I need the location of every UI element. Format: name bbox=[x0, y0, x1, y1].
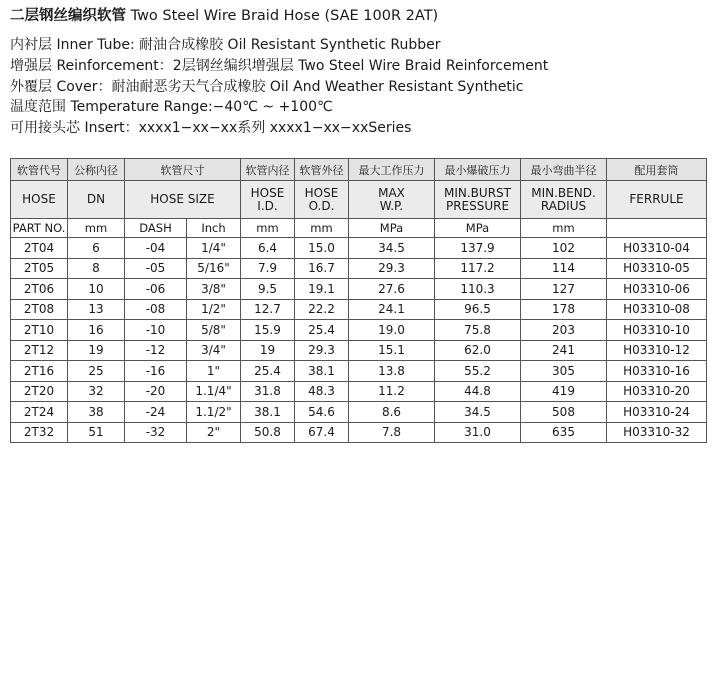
table-body bbox=[11, 238, 707, 443]
header-cn-size: 软管尺寸 bbox=[125, 159, 241, 181]
header-en-wp: MAX W.P. bbox=[349, 181, 435, 219]
cell-dash: -04 bbox=[125, 238, 187, 259]
cell-id: 25.4 bbox=[241, 361, 295, 382]
spec-list bbox=[10, 35, 548, 139]
cell-bend: 305 bbox=[521, 361, 607, 382]
cell-wp: 27.6 bbox=[349, 279, 435, 300]
table-row bbox=[11, 279, 707, 300]
cell-burst: 137.9 bbox=[435, 238, 521, 259]
cell-wp: 15.1 bbox=[349, 340, 435, 361]
cell-bend: 102 bbox=[521, 238, 607, 259]
header-en-burst: MIN.BURST PRESSURE bbox=[435, 181, 521, 219]
cell-id: 50.8 bbox=[241, 422, 295, 443]
header-cn-nominal: 公称内径 bbox=[68, 159, 125, 181]
cell-wp: 34.5 bbox=[349, 238, 435, 259]
cell-bend: 178 bbox=[521, 299, 607, 320]
cell-inch: 1/2" bbox=[187, 299, 241, 320]
cell-od: 19.1 bbox=[295, 279, 349, 300]
cell-dn: 13 bbox=[68, 299, 125, 320]
unit-dash: DASH bbox=[125, 219, 187, 238]
cell-id: 15.9 bbox=[241, 320, 295, 341]
header-en-size: HOSE SIZE bbox=[125, 181, 241, 219]
cell-inch: 1.1/4" bbox=[187, 381, 241, 402]
cell-burst: 31.0 bbox=[435, 422, 521, 443]
header-cn-od: 软管外径 bbox=[295, 159, 349, 181]
cell-inch: 1.1/2" bbox=[187, 402, 241, 423]
cell-dash: -24 bbox=[125, 402, 187, 423]
cell-ferrule: H03310-20 bbox=[607, 381, 707, 402]
cell-inch: 1/4" bbox=[187, 238, 241, 259]
cell-part: 2T10 bbox=[11, 320, 68, 341]
cell-dn: 51 bbox=[68, 422, 125, 443]
cell-id: 6.4 bbox=[241, 238, 295, 259]
cell-part: 2T20 bbox=[11, 381, 68, 402]
header-cn-burst: 最小爆破压力 bbox=[435, 159, 521, 181]
cell-burst: 75.8 bbox=[435, 320, 521, 341]
cell-burst: 34.5 bbox=[435, 402, 521, 423]
unit-burst-mpa: MPa bbox=[435, 219, 521, 238]
table-row bbox=[11, 340, 707, 361]
cell-od: 25.4 bbox=[295, 320, 349, 341]
hose-spec-table bbox=[10, 158, 707, 443]
table-row bbox=[11, 361, 707, 382]
cell-bend: 419 bbox=[521, 381, 607, 402]
table-row bbox=[11, 299, 707, 320]
header-row-units bbox=[11, 219, 707, 238]
cell-ferrule: H03310-32 bbox=[607, 422, 707, 443]
table-row bbox=[11, 381, 707, 402]
cell-od: 16.7 bbox=[295, 258, 349, 279]
cell-inch: 3/4" bbox=[187, 340, 241, 361]
cell-id: 12.7 bbox=[241, 299, 295, 320]
cell-part: 2T08 bbox=[11, 299, 68, 320]
cell-dash: -06 bbox=[125, 279, 187, 300]
cell-burst: 62.0 bbox=[435, 340, 521, 361]
cell-part: 2T06 bbox=[11, 279, 68, 300]
cell-bend: 114 bbox=[521, 258, 607, 279]
cell-ferrule: H03310-12 bbox=[607, 340, 707, 361]
cell-wp: 8.6 bbox=[349, 402, 435, 423]
cell-ferrule: H03310-08 bbox=[607, 299, 707, 320]
cell-dash: -12 bbox=[125, 340, 187, 361]
header-en-hose: HOSE bbox=[11, 181, 68, 219]
cell-dash: -10 bbox=[125, 320, 187, 341]
cell-dn: 10 bbox=[68, 279, 125, 300]
cell-ferrule: H03310-16 bbox=[607, 361, 707, 382]
cell-dn: 38 bbox=[68, 402, 125, 423]
header-cn-wp: 最大工作压力 bbox=[349, 159, 435, 181]
cell-part: 2T12 bbox=[11, 340, 68, 361]
cell-id: 9.5 bbox=[241, 279, 295, 300]
cell-part: 2T32 bbox=[11, 422, 68, 443]
header-en-bend: MIN.BEND. RADIUS bbox=[521, 181, 607, 219]
cell-dash: -08 bbox=[125, 299, 187, 320]
cell-ferrule: H03310-10 bbox=[607, 320, 707, 341]
header-cn-ferrule: 配用套筒 bbox=[607, 159, 707, 181]
cell-dn: 19 bbox=[68, 340, 125, 361]
spec-inner-tube: 内衬层 Inner Tube: 耐油合成橡胶 Oil Resistant Synthetic Rubber bbox=[10, 37, 441, 53]
header-cn-bend: 最小弯曲半径 bbox=[521, 159, 607, 181]
title-english: Two Steel Wire Braid Hose (SAE 100R 2AT) bbox=[126, 8, 439, 24]
cell-bend: 635 bbox=[521, 422, 607, 443]
cell-id: 7.9 bbox=[241, 258, 295, 279]
unit-bend-mm: mm bbox=[521, 219, 607, 238]
unit-ferrule-blank bbox=[607, 219, 707, 238]
unit-id-mm: mm bbox=[241, 219, 295, 238]
header-row-chinese bbox=[11, 159, 707, 181]
cell-id: 19 bbox=[241, 340, 295, 361]
cell-dn: 32 bbox=[68, 381, 125, 402]
cell-inch: 1" bbox=[187, 361, 241, 382]
cell-ferrule: H03310-05 bbox=[607, 258, 707, 279]
cell-ferrule: H03310-04 bbox=[607, 238, 707, 259]
cell-id: 31.8 bbox=[241, 381, 295, 402]
cell-id: 38.1 bbox=[241, 402, 295, 423]
table-row bbox=[11, 422, 707, 443]
cell-od: 22.2 bbox=[295, 299, 349, 320]
cell-dash: -20 bbox=[125, 381, 187, 402]
cell-burst: 55.2 bbox=[435, 361, 521, 382]
cell-wp: 29.3 bbox=[349, 258, 435, 279]
header-row-english bbox=[11, 181, 707, 219]
spec-insert: 可用接头芯 Insert：xxxx1−xx−xx系列 xxxx1−xx−xxSeries bbox=[10, 120, 412, 137]
cell-wp: 7.8 bbox=[349, 422, 435, 443]
header-en-od: HOSE O.D. bbox=[295, 181, 349, 219]
cell-wp: 24.1 bbox=[349, 299, 435, 320]
cell-part: 2T04 bbox=[11, 238, 68, 259]
cell-dn: 6 bbox=[68, 238, 125, 259]
header-cn-code: 软管代号 bbox=[11, 159, 68, 181]
cell-inch: 3/8" bbox=[187, 279, 241, 300]
cell-dash: -16 bbox=[125, 361, 187, 382]
cell-burst: 117.2 bbox=[435, 258, 521, 279]
cell-od: 29.3 bbox=[295, 340, 349, 361]
cell-dn: 8 bbox=[68, 258, 125, 279]
cell-wp: 11.2 bbox=[349, 381, 435, 402]
cell-bend: 127 bbox=[521, 279, 607, 300]
table-row bbox=[11, 320, 707, 341]
cell-inch: 5/16" bbox=[187, 258, 241, 279]
cell-dn: 25 bbox=[68, 361, 125, 382]
cell-inch: 5/8" bbox=[187, 320, 241, 341]
cell-dash: -32 bbox=[125, 422, 187, 443]
title-chinese: 二层钢丝编织软管 bbox=[10, 8, 126, 24]
cell-bend: 203 bbox=[521, 320, 607, 341]
cell-burst: 110.3 bbox=[435, 279, 521, 300]
cell-od: 15.0 bbox=[295, 238, 349, 259]
unit-inch: Inch bbox=[187, 219, 241, 238]
cell-inch: 2" bbox=[187, 422, 241, 443]
spec-temperature-range: 温度范围 Temperature Range:−40℃ ~ +100℃ bbox=[10, 99, 333, 116]
table-row bbox=[11, 402, 707, 423]
cell-part: 2T24 bbox=[11, 402, 68, 423]
cell-bend: 508 bbox=[521, 402, 607, 423]
unit-od-mm: mm bbox=[295, 219, 349, 238]
header-en-ferrule: FERRULE bbox=[607, 181, 707, 219]
cell-od: 54.6 bbox=[295, 402, 349, 423]
header-en-id: HOSE I.D. bbox=[241, 181, 295, 219]
cell-od: 38.1 bbox=[295, 361, 349, 382]
spec-reinforcement: 增强层 Reinforcement：2层钢丝编织增强层 Two Steel Wire Braid Reinforcement bbox=[10, 57, 549, 74]
cell-part: 2T05 bbox=[11, 258, 68, 279]
cell-dash: -05 bbox=[125, 258, 187, 279]
cell-od: 67.4 bbox=[295, 422, 349, 443]
spec-cover: 外覆层 Cover：耐油耐恶劣天气合成橡胶 Oil And Weather Resistant Synthetic bbox=[10, 78, 524, 95]
cell-burst: 96.5 bbox=[435, 299, 521, 320]
cell-wp: 13.8 bbox=[349, 361, 435, 382]
header-en-dn: DN bbox=[68, 181, 125, 219]
document-title bbox=[10, 4, 438, 25]
table-row bbox=[11, 258, 707, 279]
cell-ferrule: H03310-24 bbox=[607, 402, 707, 423]
cell-od: 48.3 bbox=[295, 381, 349, 402]
unit-wp-mpa: MPa bbox=[349, 219, 435, 238]
cell-wp: 19.0 bbox=[349, 320, 435, 341]
unit-part-no: PART NO. bbox=[11, 219, 68, 238]
header-cn-id: 软管内径 bbox=[241, 159, 295, 181]
cell-part: 2T16 bbox=[11, 361, 68, 382]
cell-ferrule: H03310-06 bbox=[607, 279, 707, 300]
cell-bend: 241 bbox=[521, 340, 607, 361]
table-row bbox=[11, 238, 707, 259]
unit-dn-mm: mm bbox=[68, 219, 125, 238]
cell-burst: 44.8 bbox=[435, 381, 521, 402]
cell-dn: 16 bbox=[68, 320, 125, 341]
